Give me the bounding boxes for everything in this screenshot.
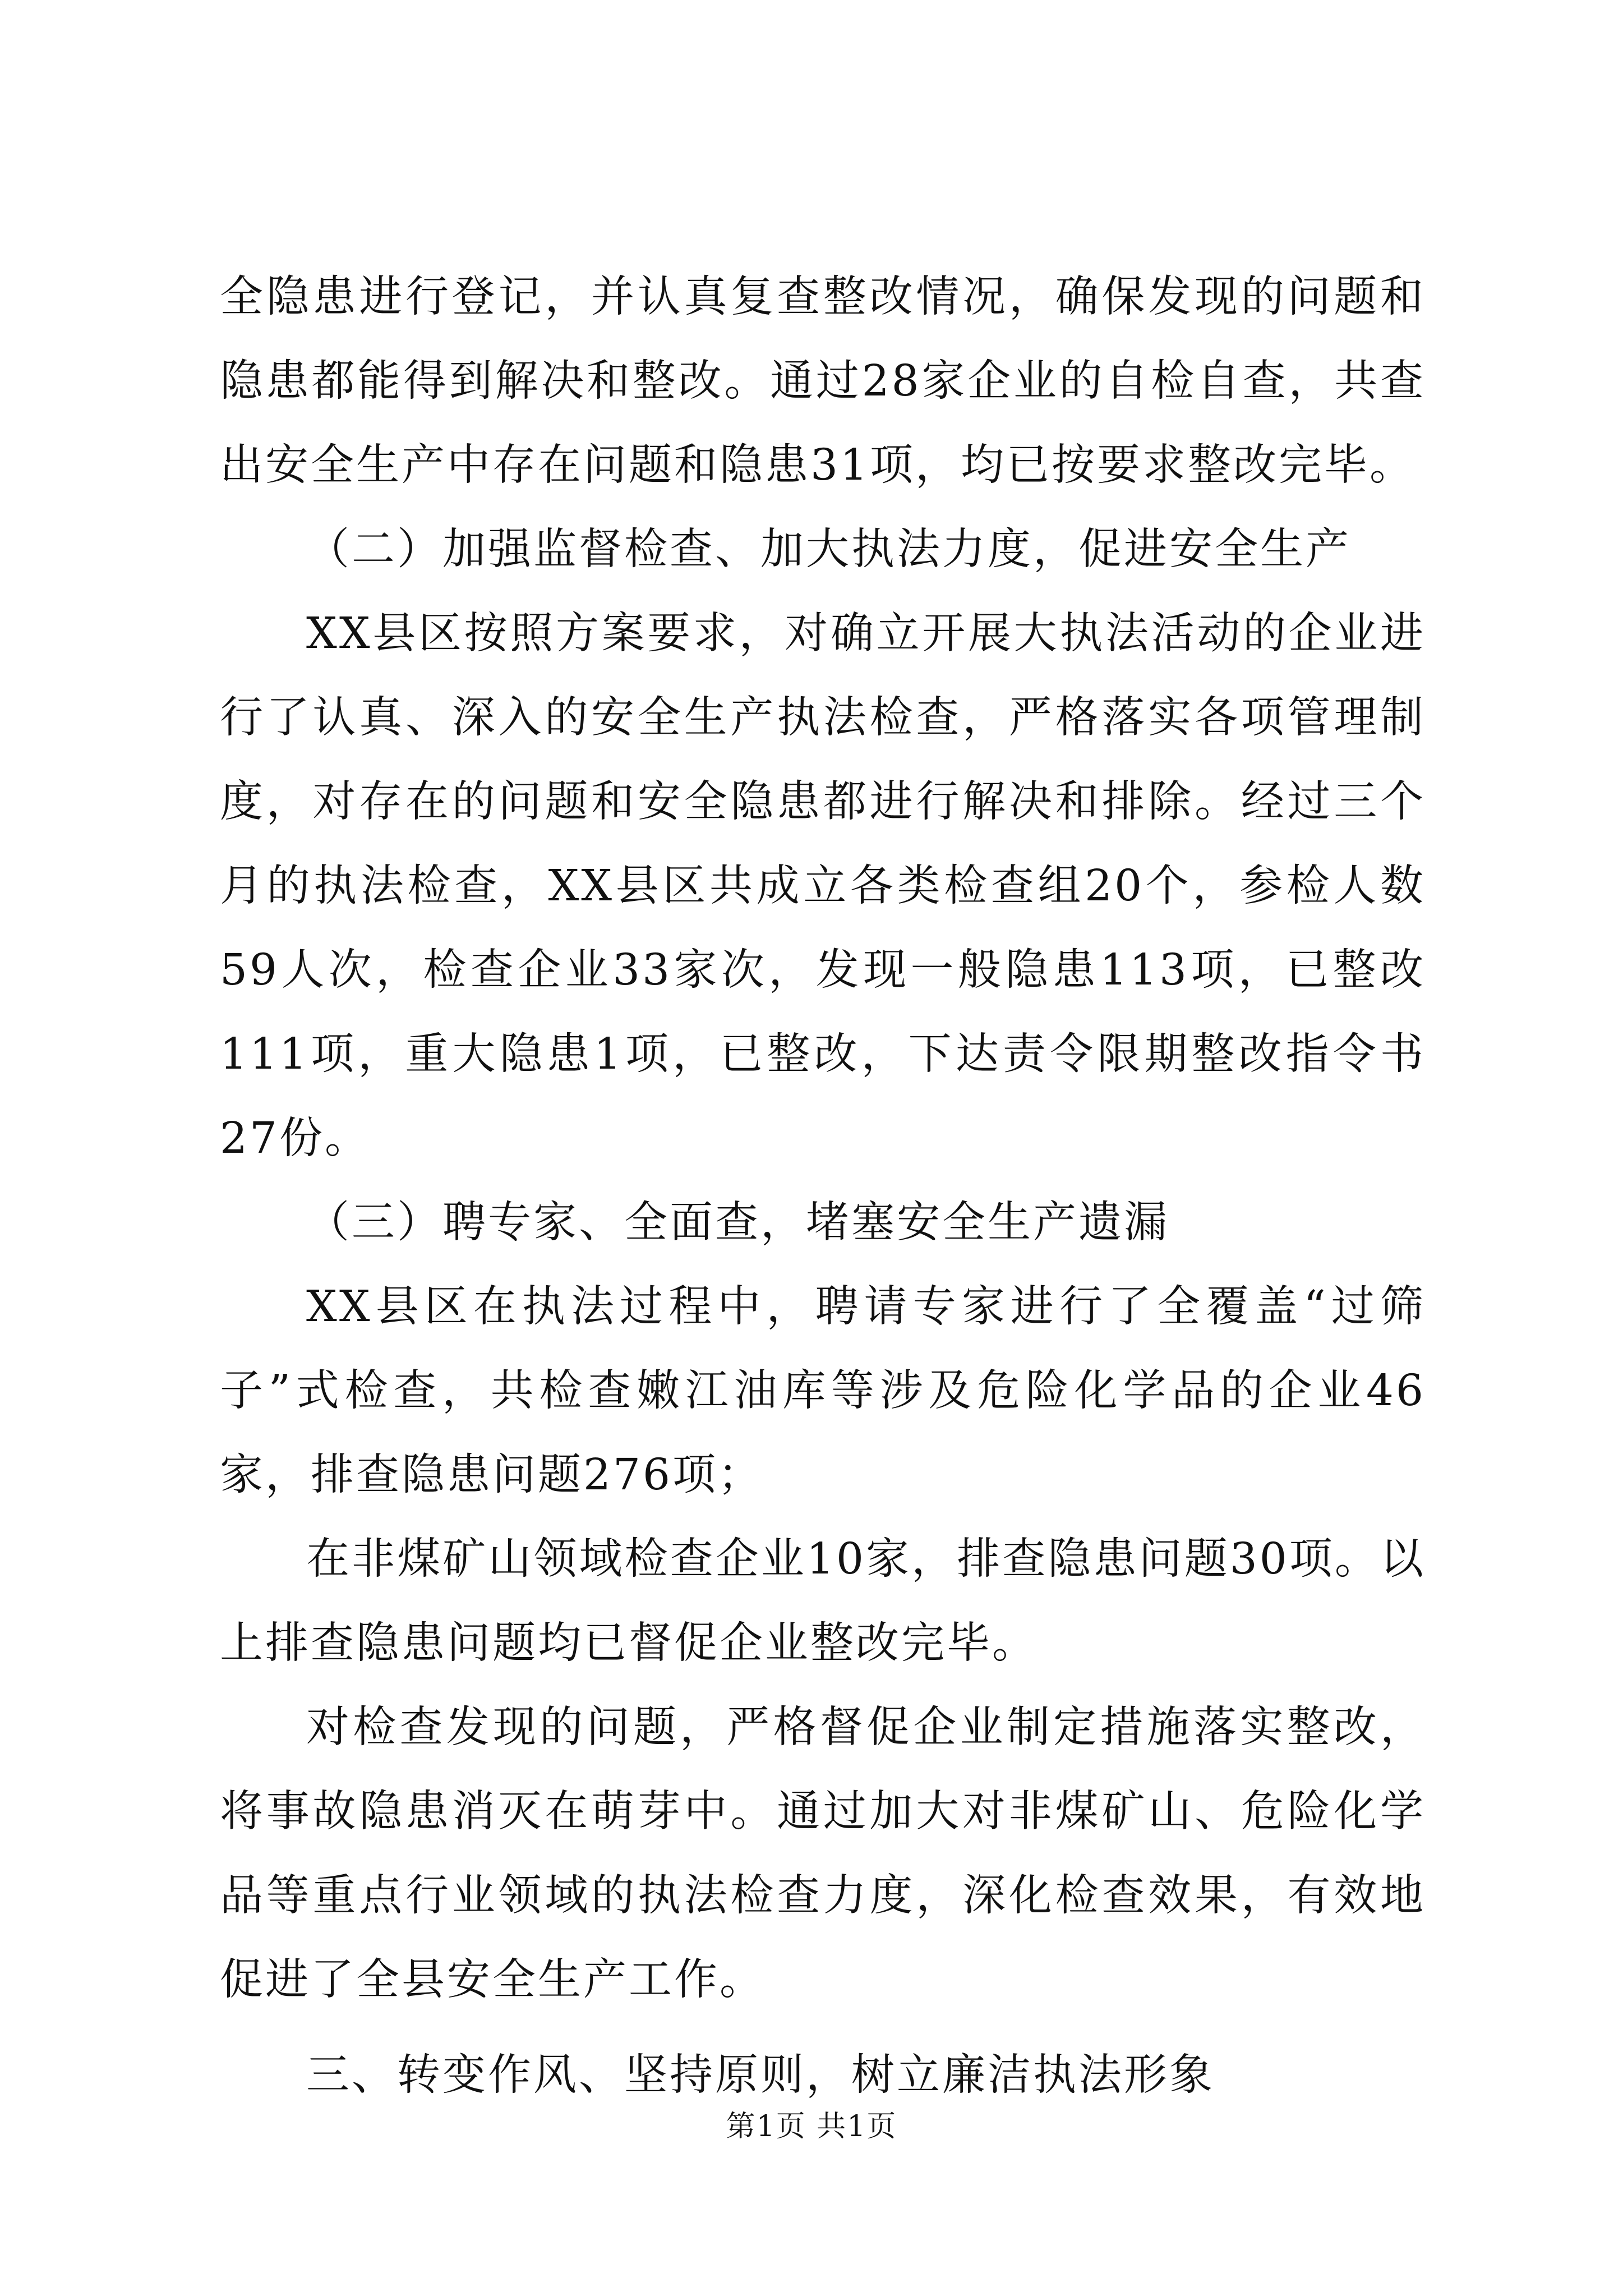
paragraph-4: 在非煤矿山领域检查企业10家，排查隐患问题30项。以上排查隐患问题均已督促企业整改完毕。: [220, 1534, 1426, 1668]
document-body: [220, 255, 1426, 2118]
spacer: [220, 2022, 1426, 2033]
section-heading-4: 三、转变作风、坚持原则，树立廉洁执法形象: [306, 2050, 1215, 2100]
paragraph-3: XX县区在执法过程中，聘请专家进行了全覆盖“过筛子”式检查，共检查嫩江油库等涉及危险化学品的企业46家，排查隐患问题276项；: [220, 1282, 1426, 1500]
paragraph-5: 对检查发现的问题，严格督促企业制定措施落实整改，将事故隐患消灭在萌芽中。通过加大对非煤矿山、危险化学品等重点行业领域的执法检查力度，深化检查效果，有效地促进了全县安全生产工作。: [220, 1703, 1426, 2005]
paragraph-1: 全隐患进行登记，并认真复查整改情况，确保发现的问题和隐患都能得到解决和整改。通过28家企业的自检自查，共查出安全生产中存在问题和隐患31项，均已按要求整改完毕。: [220, 272, 1426, 490]
section-heading-2: （二）加强监督检查、加大执法力度，促进安全生产: [306, 524, 1351, 574]
section-heading-3: （三）聘专家、全面查，堵塞安全生产遗漏: [306, 1198, 1169, 1248]
page-footer: 第1页 共1页: [726, 2110, 897, 2143]
paragraph-2: XX县区按照方案要求，对确立开展大执法活动的企业进行了认真、深入的安全生产执法检查，严格落实各项管理制度，对存在的问题和安全隐患都进行解决和排除。经过三个月的执法检查，XX县区共成立各类检查组20个，参检人数59人次，检查企业33家次，发现一般隐患113项，已整改111项，重大隐患1项，已整改，下达责令限期整改指令书27份。: [220, 609, 1426, 1163]
